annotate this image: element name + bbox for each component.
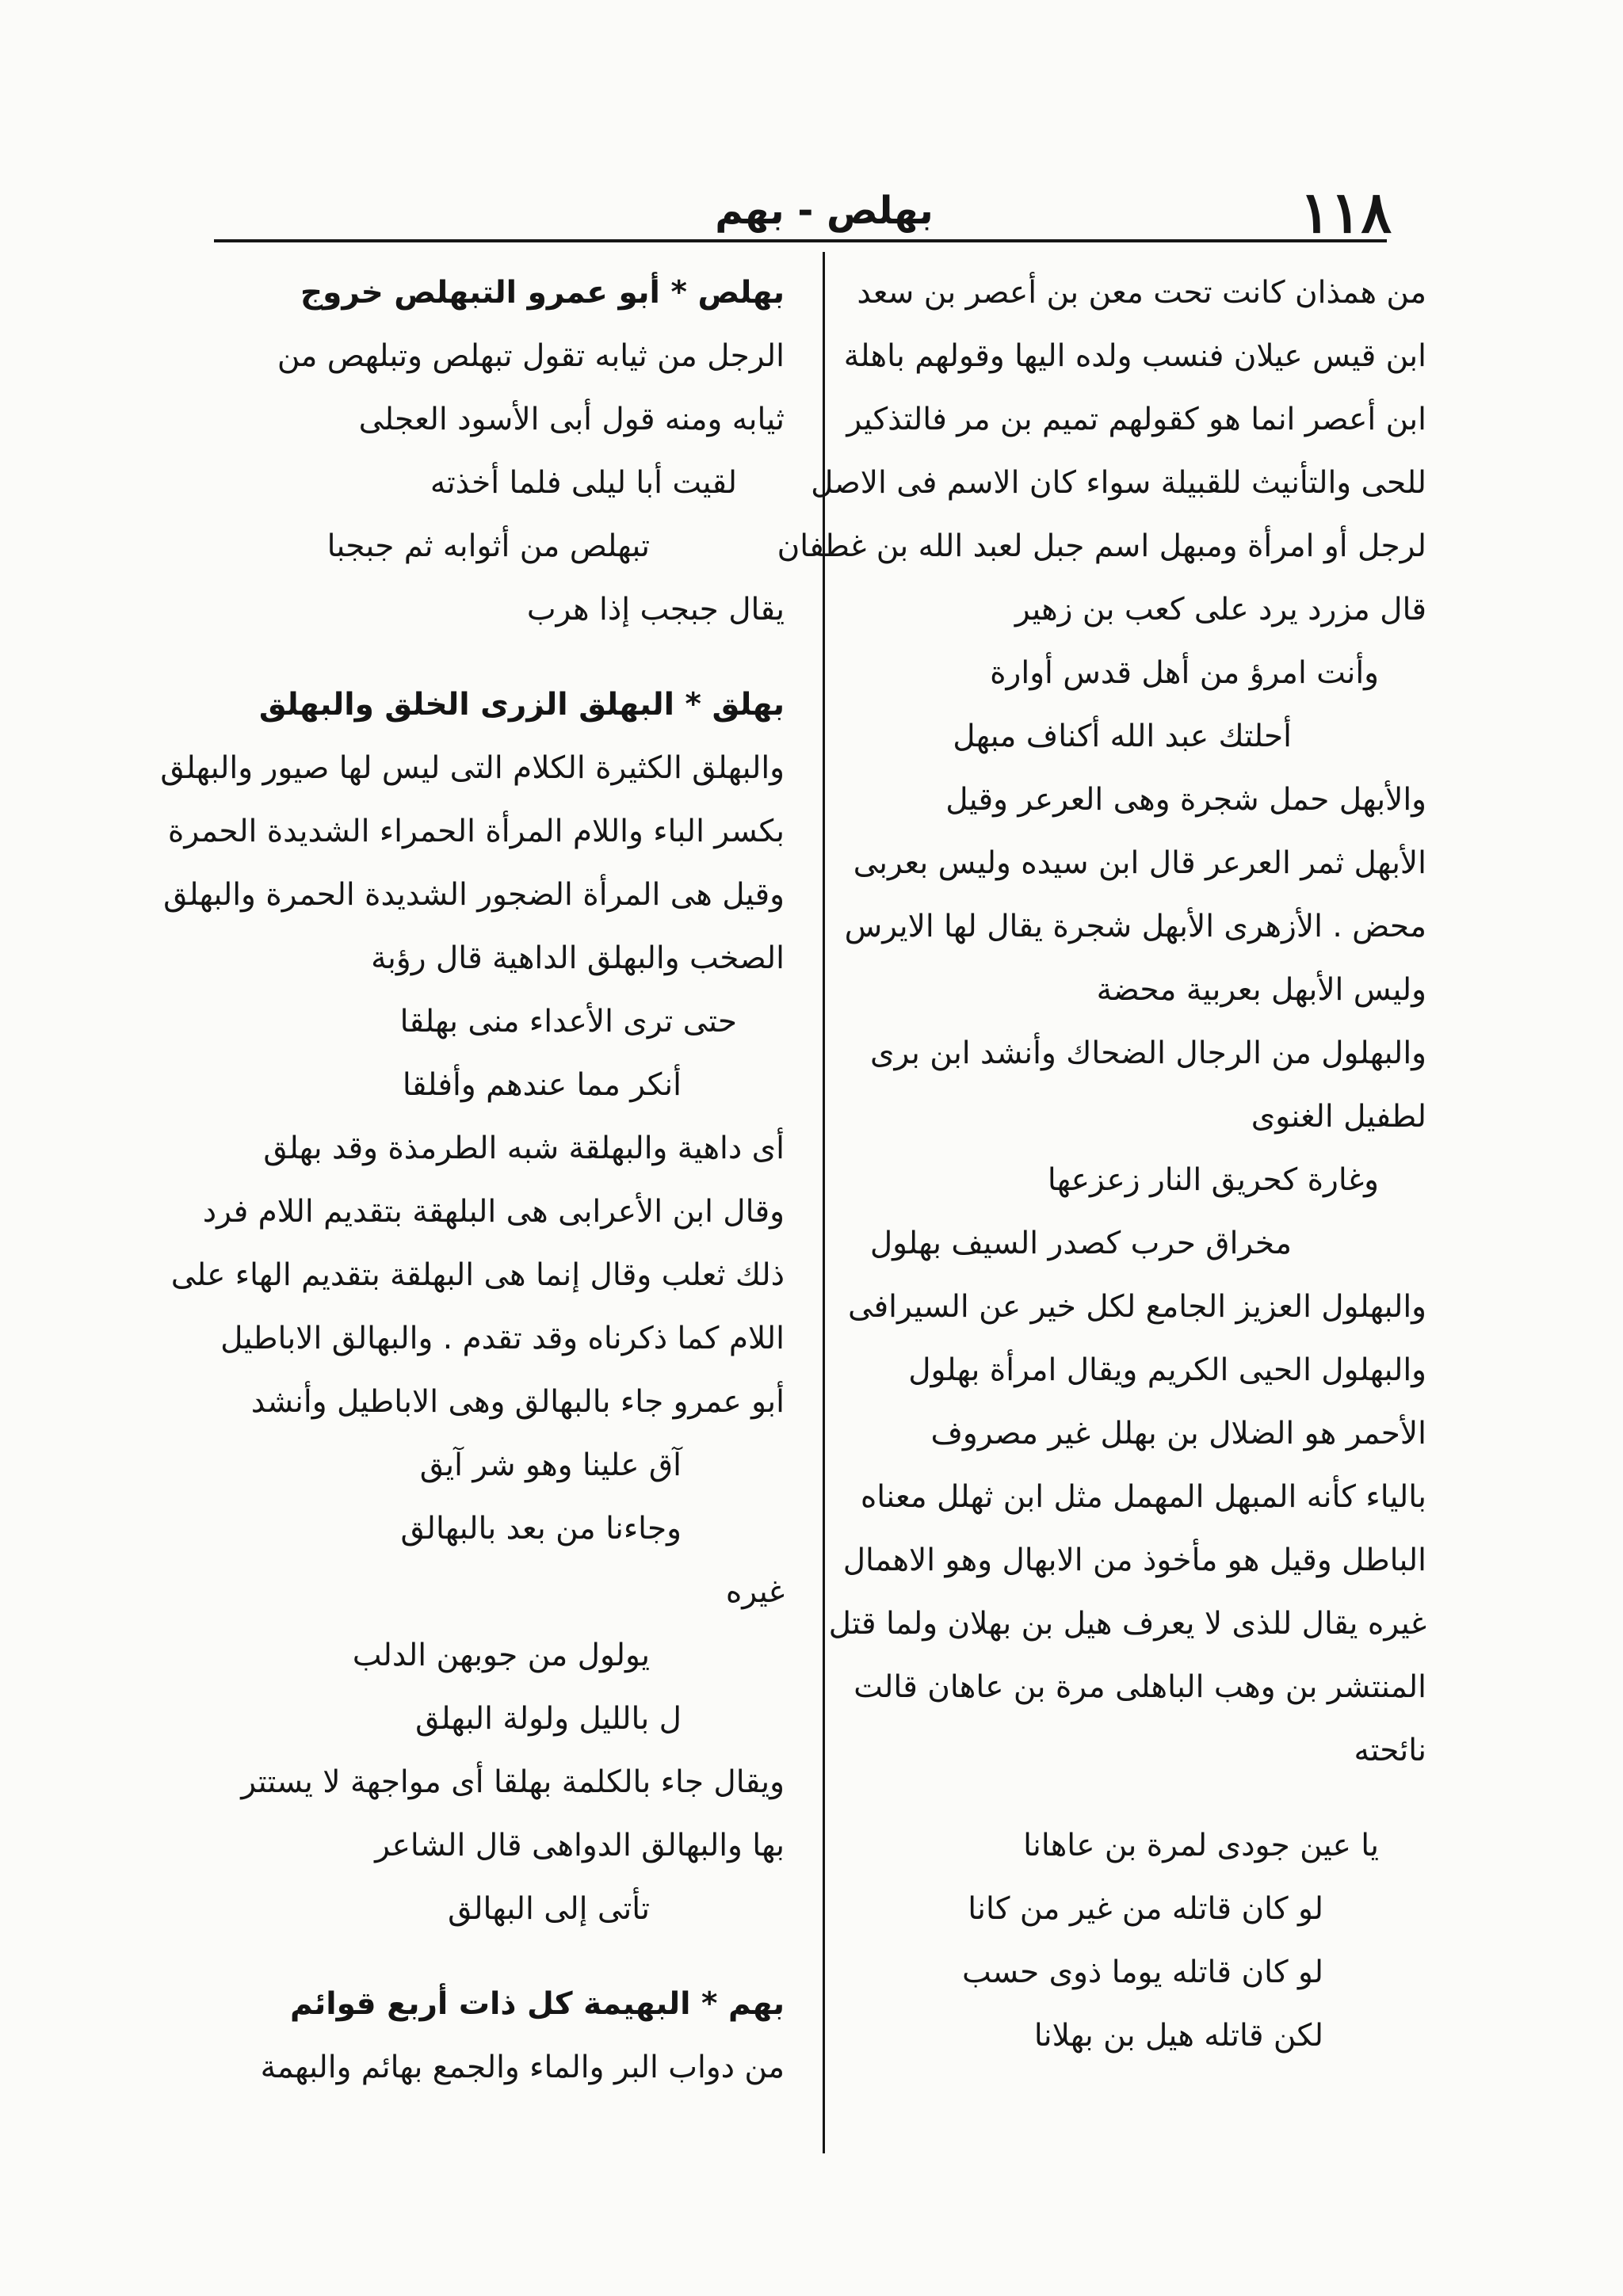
text-line: والبهلول العزيز الجامع لكل خير عن السيرافى	[847, 1289, 1426, 1325]
verse-line: تبهلص من أثوابه ثم جبجبا	[327, 528, 650, 564]
verse-line: آق علينا وهو شر آيق	[419, 1447, 682, 1483]
text-line: غيره	[725, 1574, 785, 1610]
text-line: للحى والتأنيث للقبيلة سواء كان الاسم فى الاصل	[811, 465, 1426, 501]
text-line: الرجل من ثيابه تقول تبهلص وتبلهص من	[277, 338, 785, 374]
verse-line: مخراق حرب كصدر السيف بهلول	[869, 1226, 1292, 1261]
text-line: من دواب البر والماء والجمع بهائم والبهمة	[260, 2050, 785, 2085]
text-line: يقال جبجب إذا هرب	[526, 592, 785, 627]
text-line: محض . الأزهرى الأبهل شجرة يقال لها الايرس	[844, 909, 1426, 944]
verse-line: وأنت امرؤ من أهل قدس أوارة	[990, 655, 1379, 691]
text-line: والبهلول الحيى الكريم ويقال امرأة بهلول	[908, 1352, 1426, 1388]
entry-headword-line: بهلص * أبو عمرو التبهلص خروج	[300, 275, 785, 311]
text-line: من همذان كانت تحت معن بن أعصر بن سعد	[857, 275, 1426, 311]
text-line: ويقال جاء بالكلمة بهلقا أى مواجهة لا يستتر	[241, 1764, 785, 1800]
text-line: الأبهل ثمر العرعر قال ابن سيده وليس بعربى	[853, 845, 1426, 881]
verse-line: لو كان قاتله يوما ذوى حسب	[961, 1955, 1323, 1990]
text-line: بالياء كأنه المبهل المهمل مثل ابن ثهلل معناه	[860, 1479, 1426, 1515]
text-line: أبو عمرو جاء بالبهالق وهى الاباطيل وأنشد	[250, 1384, 785, 1420]
text-line: بها والبهالق الدواهى قال الشاعر	[375, 1828, 785, 1863]
text-line: الباطل وقيل هو مأخوذ من الابهال وهو الاهمال	[842, 1543, 1426, 1578]
text-line: غيره يقال للذى لا يعرف هيل بن بهلان ولما قتل	[828, 1606, 1426, 1642]
entry-headword-line: بهم * البهيمة كل ذات أربع قوائم	[290, 1986, 785, 2022]
text-line: والأبهل حمل شجرة وهى العرعر وقيل	[945, 782, 1426, 818]
text-line: والبهلق الكثيرة الكلام التى ليس لها صيور والبهلق	[160, 750, 785, 786]
text-line: بكسر الباء واللام المرأة الحمراء الشديدة الحمرة	[167, 814, 785, 849]
verse-line: لقيت أبا ليلى فلما أخذته	[430, 465, 737, 501]
text-line: والبهلول من الرجال الضحاك وأنشد ابن برى	[869, 1035, 1426, 1071]
text-line: ابن أعصر انما هو كقولهم تميم بن مر فالتذكير	[846, 402, 1426, 437]
text-line: المنتشر بن وهب الباهلى مرة بن عاهان قالت	[854, 1669, 1426, 1705]
entry-spacer	[856, 1783, 1426, 1814]
verse-line: وجاءنا من بعد بالبهالق	[400, 1511, 682, 1547]
header-rule	[214, 239, 1387, 242]
text-line: نائحته	[1354, 1733, 1426, 1768]
verse-line: وغارة كحريق النار زعزعها	[1047, 1162, 1379, 1198]
text-line: الصخب والبهلق الداهية قال رؤبة	[371, 940, 785, 976]
verse-line: أنكر مما عندهم وأفلقا	[402, 1067, 682, 1103]
right-column	[777, 261, 1426, 2068]
page-number: ١١٨	[1300, 178, 1392, 246]
verse-line: تأتى إلى البهالق	[448, 1891, 650, 1927]
verse-line: لو كان قاتله من غير من كانا	[968, 1891, 1323, 1927]
text-line: لطفيل الغنوى	[1251, 1099, 1426, 1135]
text-line: اللام كما ذكرناه وقد تقدم . والبهالق الاباطيل	[220, 1321, 785, 1356]
text-line: الأحمر هو الضلال بن بهلل غير مصروف	[930, 1416, 1426, 1451]
text-line: لرجل أو امرأة ومبهل اسم جبل لعبد الله بن غطفان	[777, 528, 1426, 564]
verse-line: لكن قاتله هيل بن بهلانا	[1033, 2018, 1323, 2054]
verse-line: حتى ترى الأعداء منى بهلقا	[399, 1004, 737, 1039]
text-line: ابن قيس عيلان فنسب ولده اليها وقولهم باهلة	[843, 338, 1426, 374]
entry-headword-line: بهلق * البهلق الزرى الخلق والبهلق	[258, 687, 785, 723]
text-line: وليس الأبهل بعربية محضة	[1096, 972, 1426, 1008]
entry-spacer	[214, 642, 785, 673]
text-line: ذلك ثعلب وقال إنما هى البهلقة بتقديم الهاء على	[170, 1257, 785, 1293]
left-column	[160, 261, 785, 2100]
verse-line: ل بالليل ولولة البهلق	[415, 1701, 682, 1737]
text-line: ثيابه ومنه قول أبى الأسود العجلى	[358, 402, 785, 437]
text-line: قال مزرد يرد على كعب بن زهير	[1014, 592, 1426, 627]
text-line: وقال ابن الأعرابى هى البلهقة بتقديم اللام فرد	[202, 1194, 785, 1230]
text-line: وقيل هى المرأة الضجور الشديدة الحمرة والبهلق	[163, 877, 785, 913]
verse-line: يولول من جوبهن الدلب	[352, 1638, 650, 1673]
running-head: بهلص - بهم	[715, 189, 934, 233]
text-line: أى داهية والبهلقة شبه الطرمذة وقد بهلق	[263, 1131, 785, 1166]
verse-line: يا عين جودى لمرة بن عاهانا	[1023, 1828, 1379, 1863]
verse-line: أحلتك عبد الله أكناف مبهل	[953, 719, 1292, 754]
entry-spacer	[214, 1941, 785, 1973]
